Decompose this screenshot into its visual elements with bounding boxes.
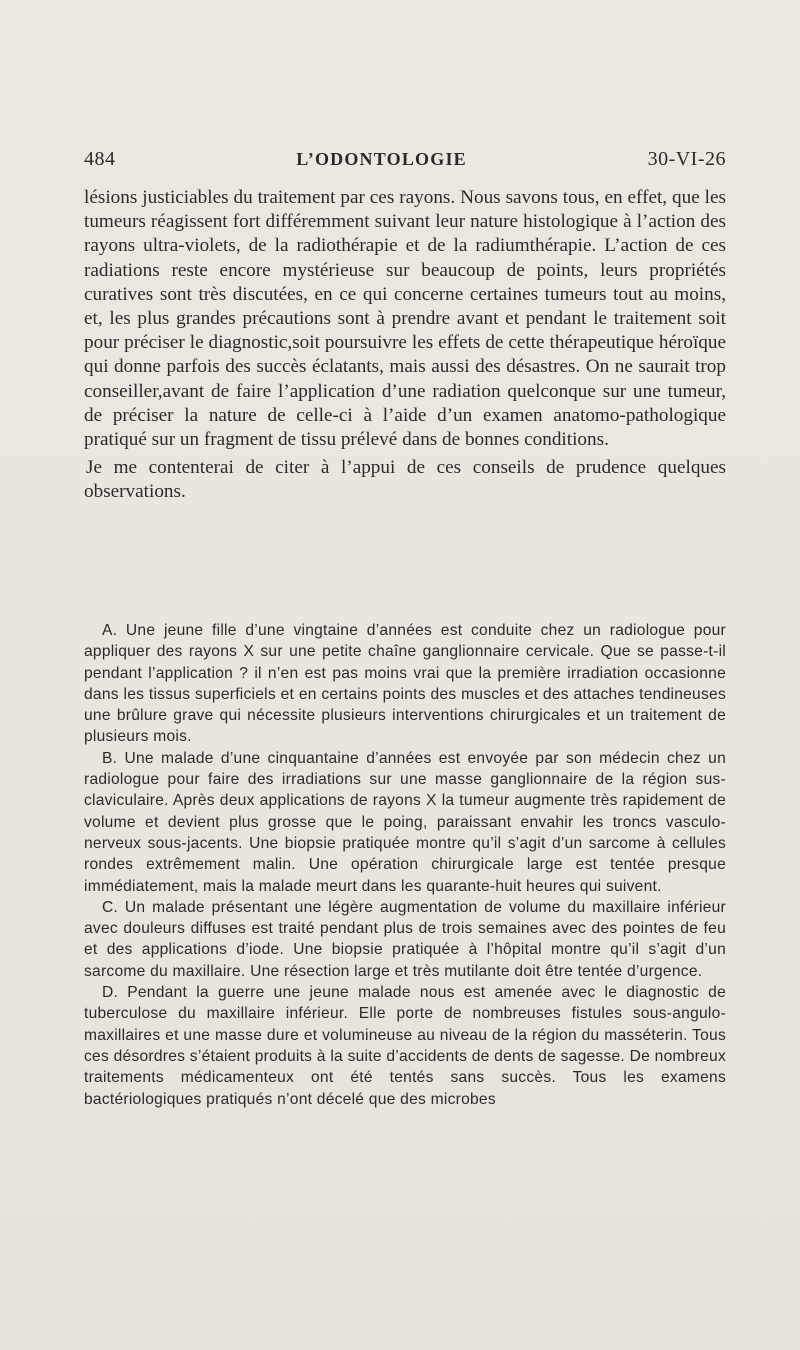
issue-date: 30-VI-26 (647, 148, 726, 170)
page-header (84, 148, 726, 178)
observation-a: A. Une jeune fille d’une vingtaine d’années est conduite chez un radiologue pour appliquer des rayons X sur une petite chaîne ganglionnaire cervicale. Que se passe-t-il pendant l’application ? il n’en est pas moins vrai que la première irradiation occasionne dans les tissus superficiels et en certains points des muscles et des attaches tendineuses une brûlure grave qui nécessite plusieurs interventions chirurgicales et un traitement de plusieurs mois. (84, 622, 726, 746)
paragraph: Je me contenterai de citer à l’appui de ces conseils de prudence quelques observations. (84, 457, 726, 503)
observations-list (84, 620, 726, 1110)
paragraph: lésions justiciables du traitement par ces rayons. Nous savons tous, en effet, que les tumeurs réagissent fort différemment suivant leur nature histologique à l’action des rayons ultra-violets, de la radiothérapie et de la radiumthérapie. L’action de ces radiations reste encore mystérieuse sur beaucoup de points, leurs propriétés curatives sont très discutées, en ce qui concerne certaines tumeurs tout au moins, et, les plus grandes précautions sont à prendre avant et pendant le traitement soit pour préciser le diagnostic,soit poursuivre les effets de cette thérapeutique héroïque qui donne parfois des succès éclatants, mais aussi des désastres. On ne saurait trop conseiller,avant de faire l’application d’une radiation quelconque sur une tumeur, de préciser la nature de celle-ci à l’aide d’un examen anatomo-pathologique pratiqué sur un fragment de tissu prélevé dans de bonnes conditions. (84, 187, 726, 451)
page-number: 484 (84, 148, 116, 170)
observation-b: B. Une malade d’une cinquantaine d’années est envoyée par son médecin chez un radiologue pour faire des irradiations sur une masse ganglionnaire de la région sus-claviculaire. Après deux applications de rayons X la tumeur augmente très rapidement de volume et devient plus grosse que le poing, paraissant envahir les troncs vasculo-nerveux sous-jacents. Une biopsie pratiquée montre qu’il s’agit d’un sarcome à cellules rondes extrêmement malin. Une opération chirurgicale large est tentée presque immédiatement, mais la malade meurt dans les quarante-huit heures qui suivent. (84, 749, 726, 895)
observation-c: C. Un malade présentant une légère augmentation de volume du maxillaire inférieur avec douleurs diffuses est traité pendant plus de trois semaines avec des pointes de feu et des applications d’iode. Une biopsie pratiquée à l’hôpital montre qu’il s’agit d’un sarcome du maxillaire. Une résection large et très mutilante doit être tentée d’urgence. (84, 898, 726, 980)
journal-title: L’ODONTOLOGIE (296, 149, 467, 169)
observation-d: D. Pendant la guerre une jeune malade nous est amenée avec le diagnostic de tuberculose du maxillaire inférieur. Elle porte de nombreuses fistules sous-angulo-maxillaires et une masse dure et volumineuse au niveau de la région du masséterin. Tous ces désordres s’étaient produits à la suite d’accidents de dents de sagesse. De nombreux traitements médicamenteux ont été tentés sans succès. Tous les examens bactériologiques pratiqués n’ont décelé que des microbes (84, 984, 726, 1108)
main-text (84, 186, 726, 505)
